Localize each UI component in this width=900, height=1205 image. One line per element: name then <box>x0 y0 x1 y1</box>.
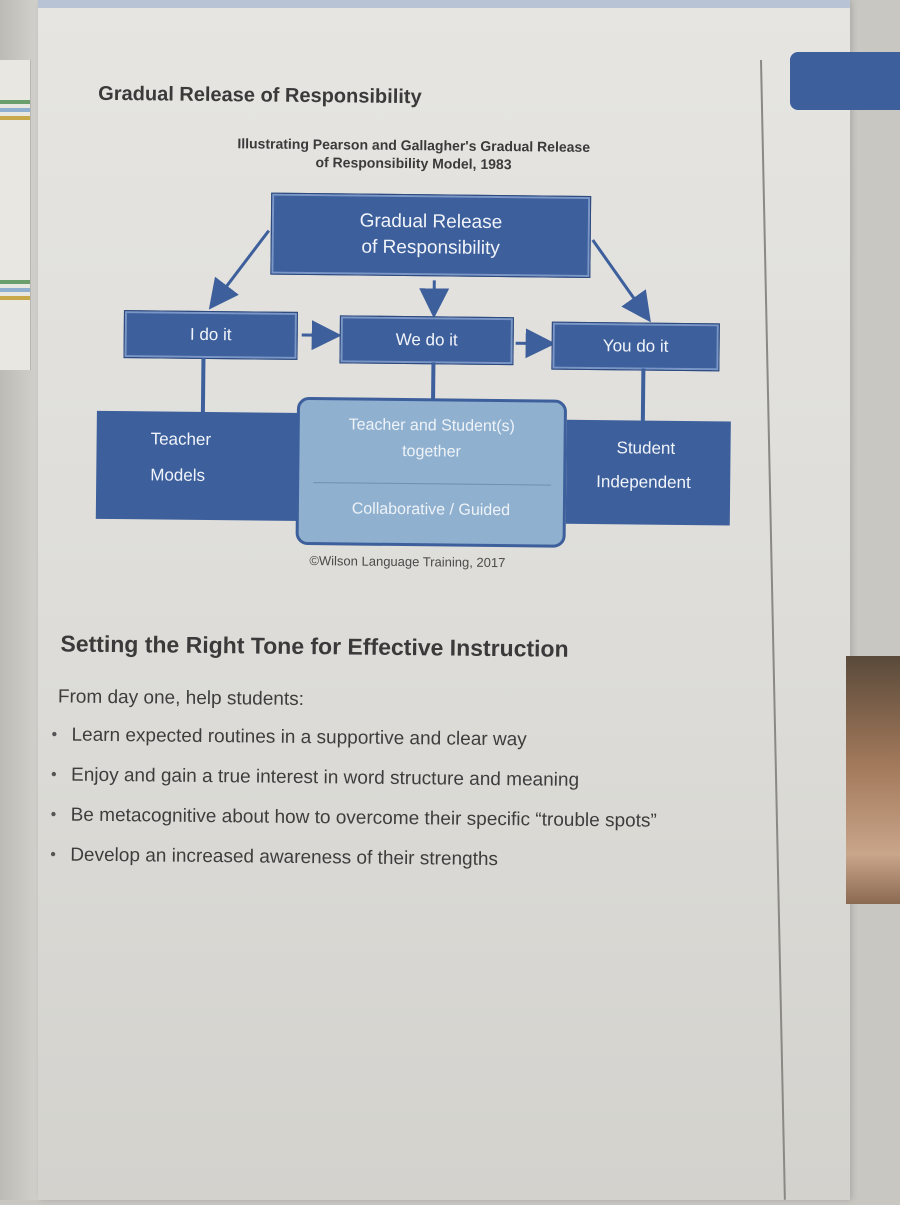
copyright-note: ©Wilson Language Training, 2017 <box>309 553 505 570</box>
top-box-line-1: Gradual Release <box>359 209 502 236</box>
center-top-text <box>299 412 564 467</box>
gradual-release-box <box>270 193 591 278</box>
band-right-line-1: Student <box>616 438 675 459</box>
instruction-title: Setting the Right Tone for Effective Instruction <box>60 630 568 662</box>
bullet-text: Be metacognitive about how to overcome their specific “trouble spots” <box>71 805 657 832</box>
student-independent-band <box>566 420 731 526</box>
bullet-dot: • <box>51 802 57 828</box>
connector-center <box>431 362 435 400</box>
bullet-text: Enjoy and gain a true interest in word structure and meaning <box>71 765 579 791</box>
bullet-text: Learn expected routines in a supportive and clear way <box>71 725 526 751</box>
arrow-to-you-do-it <box>592 240 645 313</box>
bullet-dot: • <box>50 842 56 868</box>
list-item <box>49 722 709 755</box>
subtitle-line-2: of Responsibility Model, 1983 <box>183 152 643 175</box>
bullet-dot: • <box>51 762 57 788</box>
instruction-intro: From day one, help students: <box>58 686 304 711</box>
subtitle-line-1: Illustrating Pearson and Gallagher's Gradual Release <box>184 134 644 157</box>
section-title: Gradual Release of Responsibility <box>98 83 422 109</box>
center-bottom-text: Collaborative / Guided <box>299 500 563 521</box>
arrow-to-i-do-it <box>216 230 269 301</box>
step-i-do-it: I do it <box>123 310 297 360</box>
instruction-bullet-list <box>48 722 710 889</box>
top-box-line-2: of Responsibility <box>359 235 502 262</box>
center-line-1: Teacher and Student(s) <box>300 412 564 441</box>
bullet-text: Develop an increased awareness of their strengths <box>70 845 498 870</box>
list-item <box>49 802 671 835</box>
list-item <box>49 762 709 795</box>
connector-right <box>641 369 646 423</box>
step-you-do-it: You do it <box>551 322 719 372</box>
center-line-2: together <box>299 438 563 467</box>
band-right-line-2: Independent <box>596 472 691 493</box>
band-left-line-2: Models <box>150 465 205 486</box>
band-left-line-1: Teacher <box>151 429 212 450</box>
step-we-do-it: We do it <box>339 315 513 365</box>
bullet-dot: • <box>51 722 57 748</box>
collaborative-guided-box <box>296 397 568 548</box>
connector-left <box>201 358 206 414</box>
list-item <box>48 842 708 875</box>
center-divider <box>313 482 551 485</box>
teacher-models-band <box>96 411 305 521</box>
